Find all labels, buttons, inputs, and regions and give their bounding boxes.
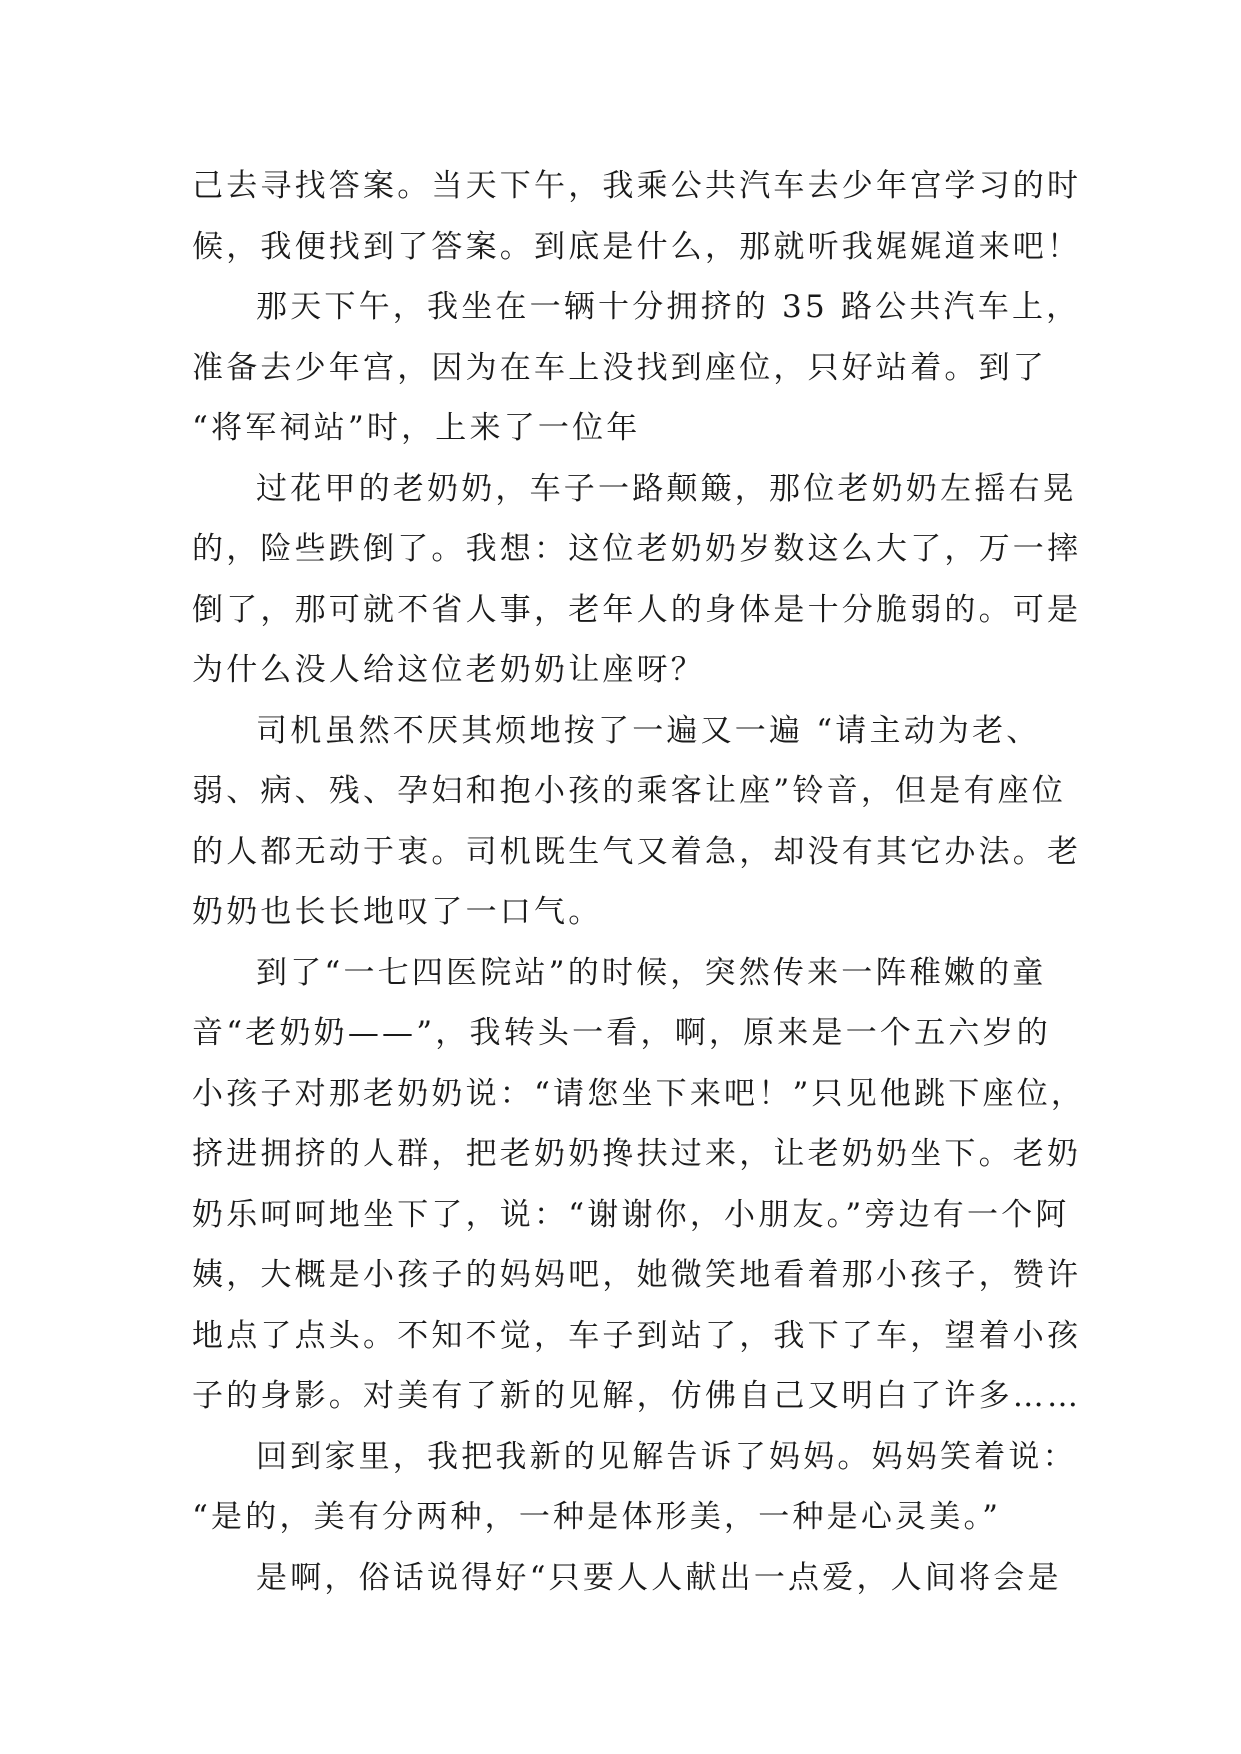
text-line: 准备去少年宫，因为在车上没找到座位，只好站着。到了 bbox=[192, 349, 1047, 386]
text-line: 是啊，俗话说得好“只要人人献出一点爱，人间将会是 bbox=[256, 1559, 1062, 1596]
text-line: 己去寻找答案。当天下午，我乘公共汽车去少年宫学习的时 bbox=[192, 168, 1082, 204]
text-line: 奶奶也长长地叹了一口气。 bbox=[192, 894, 603, 930]
text-line: 的人都无动于衷。司机既生气又着急，却没有其它办法。老 bbox=[192, 833, 1082, 870]
text-line: 为什么没人给这位老奶奶让座呀？ bbox=[192, 652, 705, 688]
text-line: “是的，美有分两种，一种是体形美，一种是心灵美。” bbox=[192, 1499, 1002, 1535]
text-line: 弱、病、残、孕妇和抱小孩的乘客让座”铃音，但是有座位 bbox=[192, 773, 1067, 809]
text-line: 地点了点头。不知不觉，车子到站了，我下了车，望着小孩 bbox=[192, 1317, 1082, 1354]
text-line: 的，险些跌倒了。我想：这位老奶奶岁数这么大了，万一摔 bbox=[192, 531, 1082, 567]
text-line: 奶乐呵呵地坐下了，说：“谢谢你，小朋友。”旁边有一个阿 bbox=[192, 1196, 1070, 1233]
text-line: 候，我便找到了答案。到底是什么，那就听我娓娓道来吧！ bbox=[192, 228, 1082, 265]
text-line: 挤进拥挤的人群，把老奶奶搀扶过来，让老奶奶坐下。老奶 bbox=[192, 1136, 1082, 1172]
text-line: 姨，大概是小孩子的妈妈吧，她微笑地看着那小孩子，赞许 bbox=[192, 1257, 1082, 1293]
text-line: 到了“一七四医院站”的时候，突然传来一阵稚嫩的童 bbox=[256, 954, 1047, 991]
text-line: “将军祠站”时，上来了一位年 bbox=[192, 410, 641, 446]
text-line: 那天下午，我坐在一辆十分拥挤的 35 路公共汽车上， bbox=[256, 289, 1081, 325]
text-line: 司机虽然不厌其烦地按了一遍又一遍 “请主动为老、 bbox=[256, 712, 1041, 749]
text-line: 回到家里，我把我新的见解告诉了妈妈。妈妈笑着说： bbox=[256, 1438, 1077, 1475]
text-line: 倒了，那可就不省人事，老年人的身体是十分脆弱的。可是 bbox=[192, 591, 1082, 628]
text-line: 音“老奶奶——”，我转头一看，啊，原来是一个五六岁的 bbox=[192, 1015, 1051, 1051]
text-line: 小孩子对那老奶奶说：“请您坐下来吧！”只见他跳下座位， bbox=[192, 1075, 1086, 1112]
body-text bbox=[192, 156, 1086, 1608]
text-line: 过花甲的老奶奶，车子一路颠簸，那位老奶奶左摇右晃 bbox=[256, 470, 1077, 507]
text-line: 子的身影。对美有了新的见解，仿佛自己又明白了许多…… bbox=[192, 1378, 1082, 1414]
